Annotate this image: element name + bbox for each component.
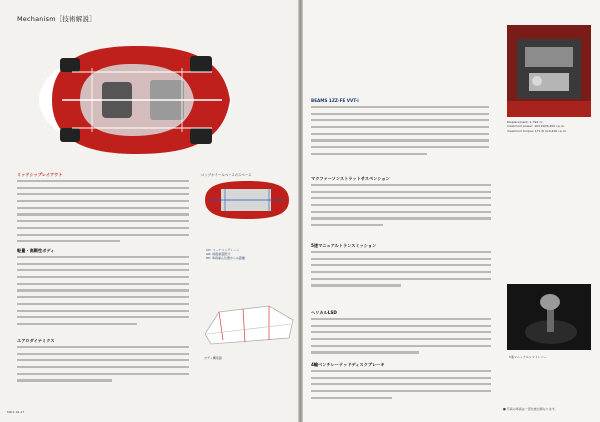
body-text-brakes — [311, 370, 491, 403]
section-heading-transmission: 5速マニュアルトランスミッション — [311, 243, 377, 248]
section-heading-suspension: マクファーソンストラットサスペンション — [311, 176, 390, 181]
legend-item: GR: 前後重量配分 — [206, 252, 231, 257]
page-title: Mechanism［技術解説］ — [17, 15, 96, 23]
body-text-body — [17, 256, 189, 330]
right-page — [303, 0, 600, 422]
section-heading-body: 軽量・高剛性ボディ — [17, 248, 55, 253]
body-structure-diagram — [199, 294, 298, 352]
body-text-engine — [311, 106, 489, 160]
body-text-suspension — [311, 184, 491, 231]
shifter-caption: 5速マニュアルシフトレバー — [509, 355, 547, 359]
engine-caption — [507, 120, 567, 133]
body-text-midship — [17, 180, 189, 247]
car-plan-diagram — [201, 179, 293, 221]
footnote: ■ 写真の車両は一部仕様が異なります。 — [503, 407, 558, 411]
plan-caption: ロングホイールベースのスペース — [201, 173, 252, 177]
legend-item: HP: 車両重心位置からの距離 — [206, 256, 246, 261]
chassis-caption: ボディ構造図 — [204, 356, 222, 360]
section-heading-lsd: ヘリカルLSD — [311, 310, 337, 315]
left-page — [0, 0, 298, 422]
engine-spec-line: Displacement: 1,794 cc — [507, 120, 543, 124]
section-heading-midship: ミッドシップレイアウト — [17, 172, 63, 177]
body-text-aero — [17, 346, 189, 386]
car-cutaway-illustration — [32, 38, 238, 158]
engine-spec-line: maximum power: 103 kW/6,400 r.p.m. — [507, 124, 565, 129]
diagram-legend — [206, 248, 245, 261]
shift-lever-photo — [507, 284, 591, 350]
body-text-transmission — [311, 251, 491, 291]
engine-spec-line: maximum torque: 171 N·m/4,400 r.p.m. — [507, 128, 567, 133]
legend-item: CH: コーナリングレーン — [206, 248, 240, 252]
section-heading-brakes: 4輪ベンチレーテッドディスクブレーキ — [311, 362, 385, 367]
section-heading-engine: BEAMS 1ZZ-FE VVT-i — [311, 98, 359, 103]
engine-bay-photo — [507, 25, 591, 117]
section-heading-aero: エアロダイナミクス — [17, 338, 55, 343]
body-text-lsd — [311, 318, 491, 358]
page-folio: MR-S 16-17 — [7, 410, 25, 414]
